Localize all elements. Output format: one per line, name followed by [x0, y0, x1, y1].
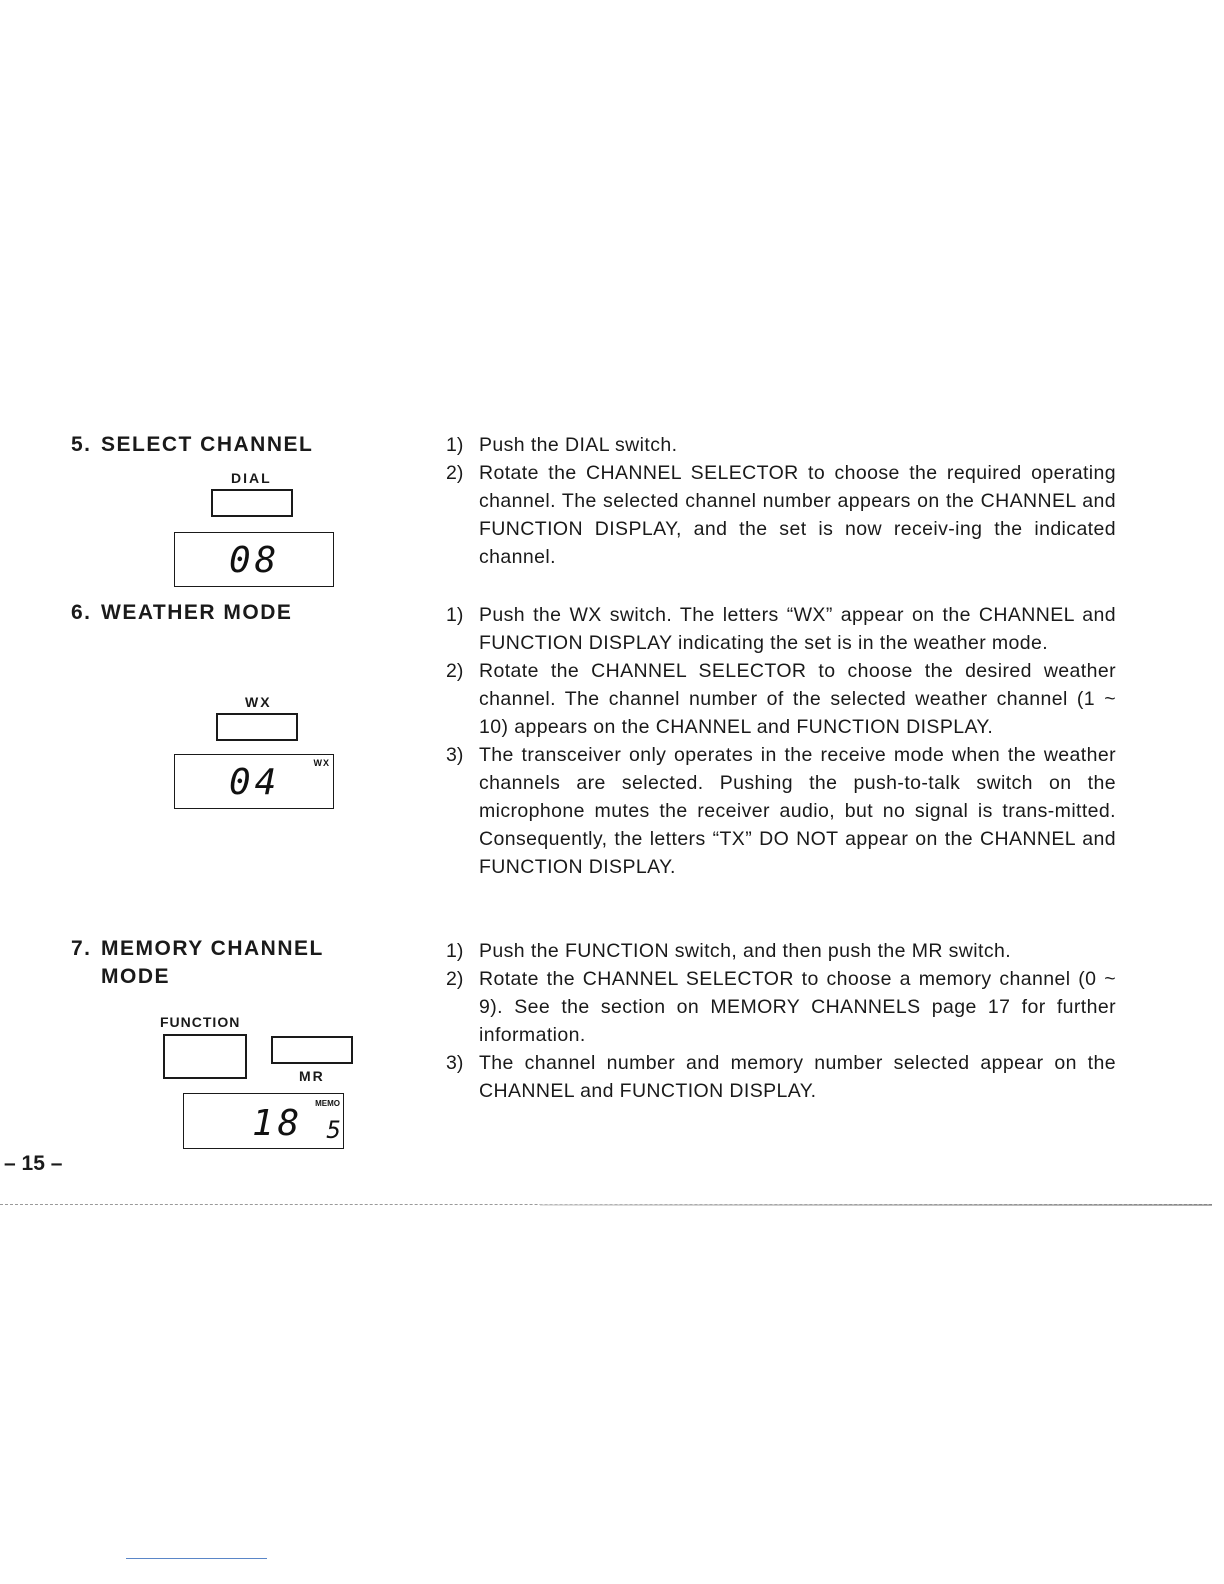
wx-button[interactable] [216, 713, 298, 741]
channel-display-memory [183, 1093, 344, 1149]
section-6-heading [71, 599, 292, 627]
step-number: 2) [446, 968, 464, 990]
section-5-title: SELECT CHANNEL [101, 433, 314, 456]
channel-display-weather [174, 754, 334, 809]
section-7-steps [446, 937, 1116, 1105]
step [446, 965, 1116, 1049]
step-number: 1) [446, 940, 464, 962]
step-text: Push the WX switch. The letters “WX” appear on the CHANNEL and FUNCTION DISPLAY indicating the set is in the weather mode. [479, 604, 1116, 654]
step-text: The transceiver only operates in the receive mode when the weather channels are selected. Pushing the push-to-talk switch on the microphone mutes the receiver audio, but no signal is trans-mitted. Consequently, the letters “TX” DO NOT appear on the CHANNEL and FUNCTION DISPLAY. [479, 744, 1116, 878]
section-6-number: 6. [71, 601, 92, 624]
dial-button[interactable] [211, 489, 293, 517]
step [446, 459, 1116, 571]
mr-button-label: MR [299, 1068, 325, 1084]
step-text: The channel number and memory number selected appear on the CHANNEL and FUNCTION DISPLAY. [479, 1052, 1116, 1102]
section-7-title-line2: MODE [101, 965, 170, 988]
function-button-label: FUNCTION [160, 1014, 241, 1030]
section-7-number: 7. [71, 937, 92, 960]
bottom-divider-shade [540, 1204, 1212, 1206]
step-text: Rotate the CHANNEL SELECTOR to choose a memory channel (0 ~ 9). See the section on MEMORY CHANNELS page 17 for further information. [479, 968, 1116, 1046]
step-number: 1) [446, 434, 464, 456]
footer-line [126, 1558, 267, 1559]
step-text: Rotate the CHANNEL SELECTOR to choose the desired weather channel. The channel number of the selected weather channel (1 ~ 10) appears on the CHANNEL and FUNCTION DISPLAY. [479, 660, 1116, 738]
step [446, 1049, 1116, 1105]
wx-button-label: WX [245, 694, 272, 710]
section-7-heading [71, 935, 324, 991]
step-text: Rotate the CHANNEL SELECTOR to choose the required operating channel. The selected channel number appears on the CHANNEL and FUNCTION DISPLAY, and the set is now receiv-ing the indicated channel. [479, 462, 1116, 568]
step-number: 1) [446, 604, 464, 626]
display-weather-channel-value: 04 [229, 762, 281, 803]
function-button[interactable] [163, 1034, 247, 1079]
step-number: 2) [446, 462, 464, 484]
step-number: 2) [446, 660, 464, 682]
step-text: Push the DIAL switch. [479, 434, 678, 456]
section-6-title: WEATHER MODE [101, 601, 293, 624]
section-5-heading [71, 431, 313, 459]
page-number: – 15 – [4, 1152, 63, 1175]
step [446, 937, 1116, 965]
display-wx-indicator: WX [313, 758, 330, 768]
dial-button-label: DIAL [231, 470, 272, 486]
step [446, 741, 1116, 881]
mr-button[interactable] [271, 1036, 353, 1064]
display-channel-value: 08 [229, 540, 281, 581]
step-number: 3) [446, 744, 464, 766]
section-6-steps [446, 601, 1116, 881]
display-memory-channel-value: 18 [252, 1103, 304, 1144]
display-memory-number: 5 [326, 1116, 341, 1144]
step-number: 3) [446, 1052, 464, 1074]
step-text: Push the FUNCTION switch, and then push the MR switch. [479, 940, 1012, 962]
display-memo-indicator: MEMO [315, 1099, 340, 1108]
channel-display-dial [174, 532, 334, 587]
step [446, 657, 1116, 741]
step [446, 601, 1116, 657]
section-5-number: 5. [71, 433, 92, 456]
step [446, 431, 1116, 459]
section-7-title-line1: MEMORY CHANNEL [101, 937, 324, 960]
section-5-steps [446, 431, 1116, 571]
